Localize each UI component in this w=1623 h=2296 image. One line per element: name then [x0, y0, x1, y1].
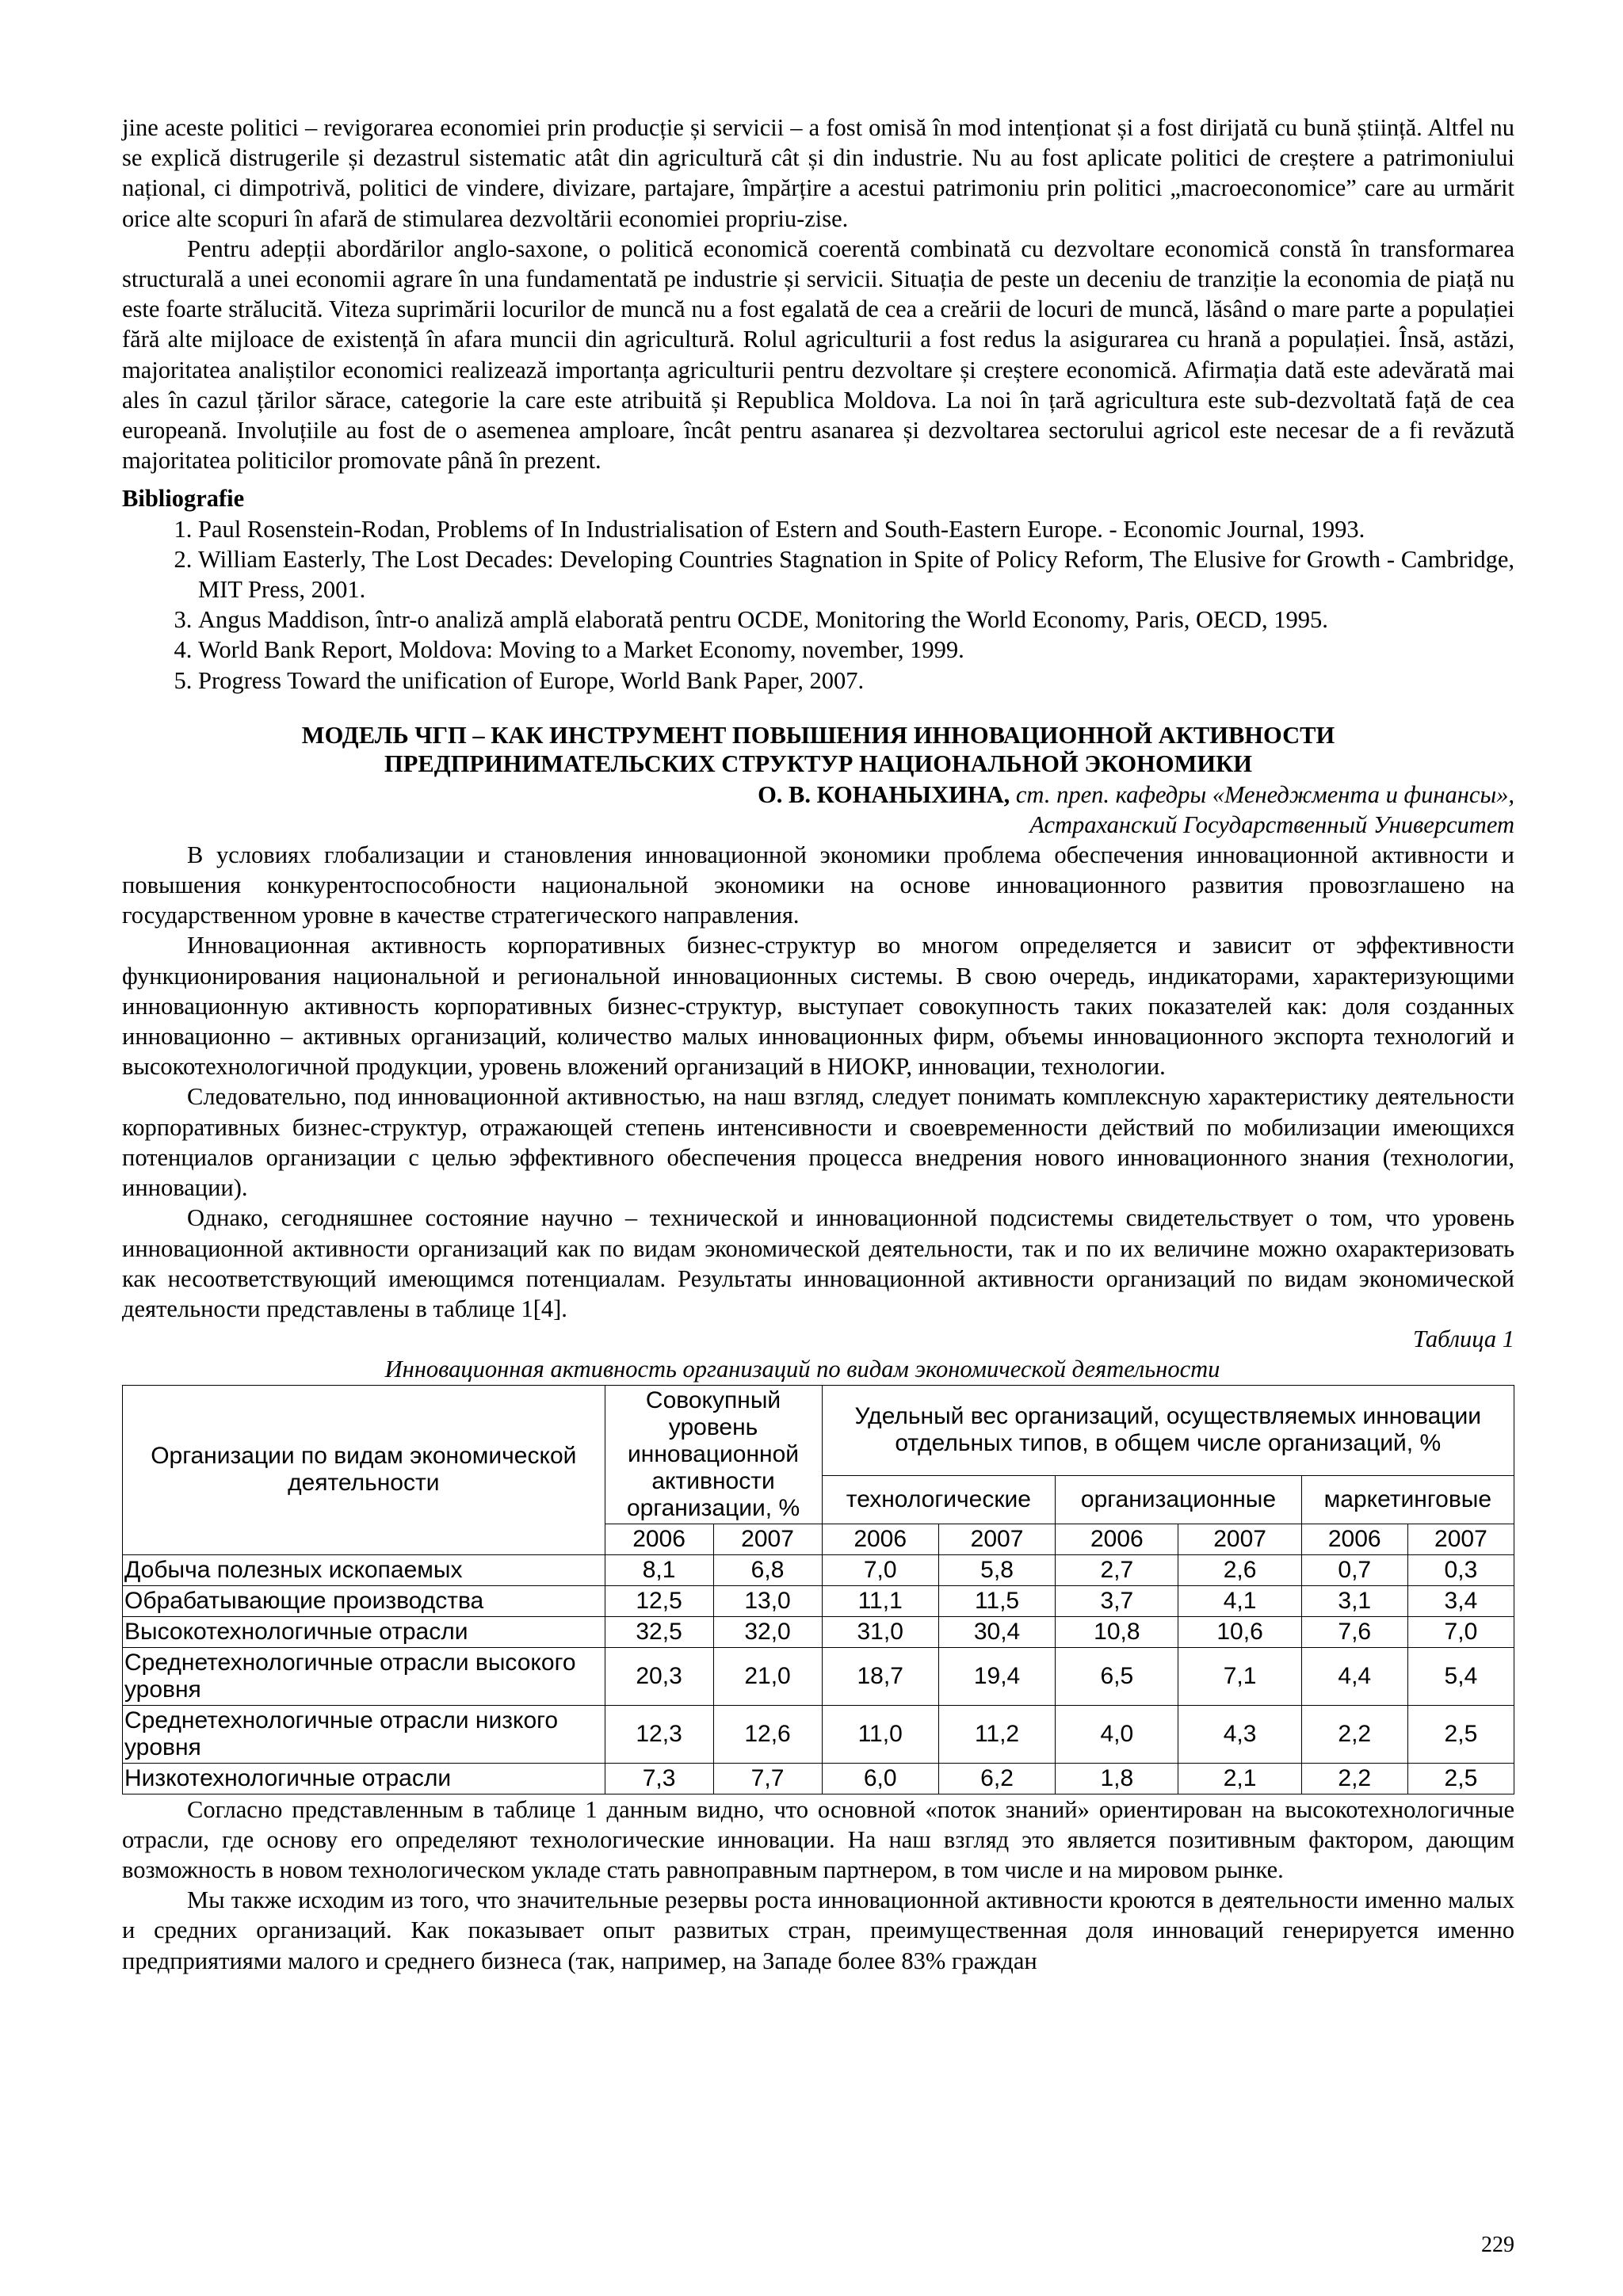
table-cell: 10,8	[1056, 1616, 1178, 1647]
table-cell: 2,2	[1301, 1705, 1407, 1763]
year-header: 2006	[1056, 1524, 1178, 1554]
bibliography-item: 1. Paul Rosenstein-Rodan, Problems of In Industrialisation of Estern and South-Eastern Europe. - Economic Journal, 1993.	[198, 514, 1514, 544]
row-label: Среднетехнологичные отрасли низкого уровня	[123, 1705, 605, 1763]
table-cell: 11,2	[938, 1705, 1055, 1763]
table-cell: 18,7	[822, 1647, 938, 1705]
row-label: Низкотехнологичные отрасли	[123, 1763, 605, 1794]
table-cell: 30,4	[938, 1616, 1055, 1647]
table-cell: 2,1	[1178, 1763, 1301, 1794]
header-share: Удельный вес организаций, осуществляемых инновации отдельных типов, в общем числе организаций, %	[822, 1385, 1514, 1475]
table-row	[123, 1763, 1514, 1794]
table-row	[123, 1616, 1514, 1647]
author-block	[122, 780, 1514, 840]
article-paragraph-5: Согласно представленным в таблице 1 данным видно, что основной «поток знаний» ориентирован на высокотехнологичные отрасли, где основу его определяют технологические инновации. На наш взгляд это является позитивным фактором, дающим возможность в новом технологическом укладе стать равноправным партнером, в том числе и на мировом рынке.	[122, 1795, 1514, 1883]
year-header: 2006	[605, 1524, 713, 1554]
table-cell: 19,4	[938, 1647, 1055, 1705]
table-label: Таблица 1	[1413, 1325, 1514, 1353]
table-cell: 6,5	[1056, 1647, 1178, 1705]
table-cell: 12,6	[713, 1705, 822, 1763]
table-cell: 7,1	[1178, 1647, 1301, 1705]
bibliography-list	[122, 514, 1514, 696]
table-cell: 12,3	[605, 1705, 713, 1763]
table-cell: 20,3	[605, 1647, 713, 1705]
innovation-table	[122, 1385, 1514, 1794]
table-cell: 2,7	[1056, 1554, 1178, 1585]
table-cell: 11,0	[822, 1705, 938, 1763]
bibliography-item: 4. World Bank Report, Moldova: Moving to a Market Economy, november, 1999.	[198, 635, 1514, 665]
article-title	[122, 721, 1514, 778]
table-caption: Инновационная активность организаций по видам экономической деятельности	[384, 1356, 1220, 1383]
year-header: 2006	[822, 1524, 938, 1554]
header-marketing: маркетинговые	[1301, 1475, 1514, 1524]
table-cell: 6,2	[938, 1763, 1055, 1794]
table-cell: 5,4	[1407, 1647, 1514, 1705]
paragraph-ro-1: jine aceste politici – revigorarea economiei prin producție și servicii – a fost omisă în mod intenționat și a fost dirijată cu bună știință. Altfel nu se explică distrugerile și dezastrul sistematic atât din agricultură cât și din industrie. Nu au fost aplicate politici de creștere a patrimoniului național, ci dimpotrivă, politici de vindere, divizare, partajare, împărțire a acestui patrimoniu prin politici „macroeconomice” care au urmărit orice alte scopuri în afară de stimularea dezvoltării economiei propriu-zise.	[122, 114, 1514, 232]
table-cell: 0,7	[1301, 1554, 1407, 1585]
row-label: Среднетехнологичные отрасли высокого уровня	[123, 1647, 605, 1705]
header-total: Совокупный уровень инновационной активности организации, %	[605, 1385, 822, 1524]
year-header: 2006	[1301, 1524, 1407, 1554]
table-cell: 13,0	[713, 1585, 822, 1616]
table-row	[123, 1705, 1514, 1763]
table-row	[123, 1647, 1514, 1705]
table-cell: 7,0	[1407, 1616, 1514, 1647]
year-header: 2007	[1407, 1524, 1514, 1554]
table-cell: 4,3	[1178, 1705, 1301, 1763]
bibliography-item: 2. William Easterly, The Lost Decades: Developing Countries Stagnation in Spite of Policy Reform, The Elusive for Growth - Cambridge, MIT Press, 2001.	[198, 544, 1514, 605]
row-label: Высокотехнологичные отрасли	[123, 1616, 605, 1647]
table-cell: 7,7	[713, 1763, 822, 1794]
header-org: Организации по видам экономической деятельности	[123, 1385, 605, 1554]
table-cell: 7,3	[605, 1763, 713, 1794]
table-cell: 4,4	[1301, 1647, 1407, 1705]
table-cell: 32,5	[605, 1616, 713, 1647]
table-cell: 6,8	[713, 1554, 822, 1585]
author-affiliation: Астраханский Государственный Университет	[1029, 810, 1514, 838]
table-row	[123, 1585, 1514, 1616]
table-cell: 6,0	[822, 1763, 938, 1794]
page-number: 229	[1481, 2233, 1514, 2257]
table-cell: 7,6	[1301, 1616, 1407, 1647]
table-cell: 0,3	[1407, 1554, 1514, 1585]
article-paragraph-3: Следовательно, под инновационной активностью, на наш взгляд, следует понимать комплексную характеристику деятельности корпоративных бизнес-структур, отражающей степень интенсивности и своевременности действий по мобилизации имеющихся потенциалов организации с целью эффективного обеспечения процесса внедрения нового инновационного знания (технологии, инновации).	[122, 1083, 1514, 1202]
article-paragraph-2: Инновационная активность корпоративных бизнес-структур во многом определяется и зависит от эффективности функционирования национальной и региональной инновационных системы. В свою очередь, индикаторами, характеризующими инновационную активность корпоративных бизнес-структур, выступает совокупность таких показателей как: доля созданных инновационно – активных организаций, количество малых инновационных фирм, объемы инновационного экспорта технологий и высокотехнологичной продукции, уровень вложений организаций в НИОКР, инновации, технологии.	[122, 932, 1514, 1081]
author-name: О. В. КОНАНЫХИНА,	[758, 780, 1010, 808]
paragraph-ro-2: Pentru adepții abordărilor anglo-saxone, o politică economică coerentă combinată cu dezvoltare economică constă în transformarea structurală a unei economii agrare în una fundamentată pe industrie și servicii. Situația de peste un deceniu de tranziție la economia de piață nu este foarte strălucită. Viteza suprimării locurilor de muncă nu a fost egalată de cea a creării de locuri de muncă, lăsând o mare parte a populației fără alte mijloace de existență în afara muncii din agricultură. Rolul agriculturii a fost redus la asigurarea cu hrană a populației. Însă, astăzi, majoritatea analiștilor economici realizează importanța agriculturii pentru dezvoltare și creștere economică. Afirmația dată este adevărată mai ales în cazul țărilor sărace, categorie la care este atribuită și Republica Moldova. La noi în țară agricultura este sub-dezvoltată față de cea europeană. Involuțiile au fost de o asemenea amploare, încât pentru asanarea și dezvoltarea sectorului agricol este necesar de a fi revăzută majoritatea politicilor promovate până în prezent.	[122, 235, 1514, 475]
header-orgtype: организационные	[1056, 1475, 1301, 1524]
article-paragraph-4: Однако, сегодняшнее состояние научно – технической и инновационной подсистемы свидетельствует о том, что уровень инновационной активности организаций как по видам экономической деятельности, так и по их величине можно охарактеризовать как несоответствующий имеющимся потенциалам. Результаты инновационной активности организаций по видам экономической деятельности представлены в таблице 1[4].	[122, 1204, 1514, 1322]
table-cell: 8,1	[605, 1554, 713, 1585]
bibliography-title: Bibliografie	[122, 485, 245, 513]
table-cell: 12,5	[605, 1585, 713, 1616]
header-tech: технологические	[822, 1475, 1056, 1524]
row-label: Обрабатывающие производства	[123, 1585, 605, 1616]
table-cell: 3,4	[1407, 1585, 1514, 1616]
table-cell: 2,5	[1407, 1705, 1514, 1763]
table-cell: 21,0	[713, 1647, 822, 1705]
table-cell: 7,0	[822, 1554, 938, 1585]
author-position: ст. преп. кафедры «Менеджмента и финансы»,	[1010, 780, 1514, 808]
row-label: Добыча полезных ископаемых	[123, 1554, 605, 1585]
table-cell: 3,1	[1301, 1585, 1407, 1616]
year-header: 2007	[1178, 1524, 1301, 1554]
year-header: 2007	[713, 1524, 822, 1554]
article-paragraph-6: Мы также исходим из того, что значительные резервы роста инновационной активности кроются в деятельности именно малых и средних организаций. Как показывает опыт развитых стран, преимущественная доля инноваций генерируется именно предприятиями малого и среднего бизнеса (так, например, на Западе более 83% граждан	[122, 1886, 1514, 1974]
table-cell: 3,7	[1056, 1585, 1178, 1616]
table-row	[123, 1554, 1514, 1585]
table-cell: 5,8	[938, 1554, 1055, 1585]
table-cell: 31,0	[822, 1616, 938, 1647]
table-cell: 11,1	[822, 1585, 938, 1616]
table-cell: 2,5	[1407, 1763, 1514, 1794]
table-cell: 32,0	[713, 1616, 822, 1647]
article-title-line-1: МОДЕЛЬ ЧГП – КАК ИНСТРУМЕНТ ПОВЫШЕНИЯ ИННОВАЦИОННОЙ АКТИВНОСТИ	[301, 721, 1335, 749]
article-title-line-2: ПРЕДПРИНИМАТЕЛЬСКИХ СТРУКТУР НАЦИОНАЛЬНОЙ ЭКОНОМИКИ	[384, 749, 1252, 777]
table-cell: 1,8	[1056, 1763, 1178, 1794]
table-cell: 4,0	[1056, 1705, 1178, 1763]
article-paragraph-1: В условиях глобализации и становления инновационной экономики проблема обеспечения инновационной активности и повышения конкурентоспособности национальной экономики на основе инновационного развития провозглашено на государственном уровне в качестве стратегического направления.	[122, 841, 1514, 929]
page-body	[122, 113, 1514, 1976]
table-cell: 11,5	[938, 1585, 1055, 1616]
table-cell: 2,6	[1178, 1554, 1301, 1585]
table-cell: 4,1	[1178, 1585, 1301, 1616]
bibliography-item: 5. Progress Toward the unification of Europe, World Bank Paper, 2007.	[198, 666, 1514, 696]
table-body	[123, 1554, 1514, 1794]
table-cell: 2,2	[1301, 1763, 1407, 1794]
bibliography-item: 3. Angus Maddison, într-o analiză amplă elaborată pentru OCDE, Monitoring the World Economy, Paris, OECD, 1995.	[198, 605, 1514, 635]
table-cell: 10,6	[1178, 1616, 1301, 1647]
year-header: 2007	[938, 1524, 1055, 1554]
